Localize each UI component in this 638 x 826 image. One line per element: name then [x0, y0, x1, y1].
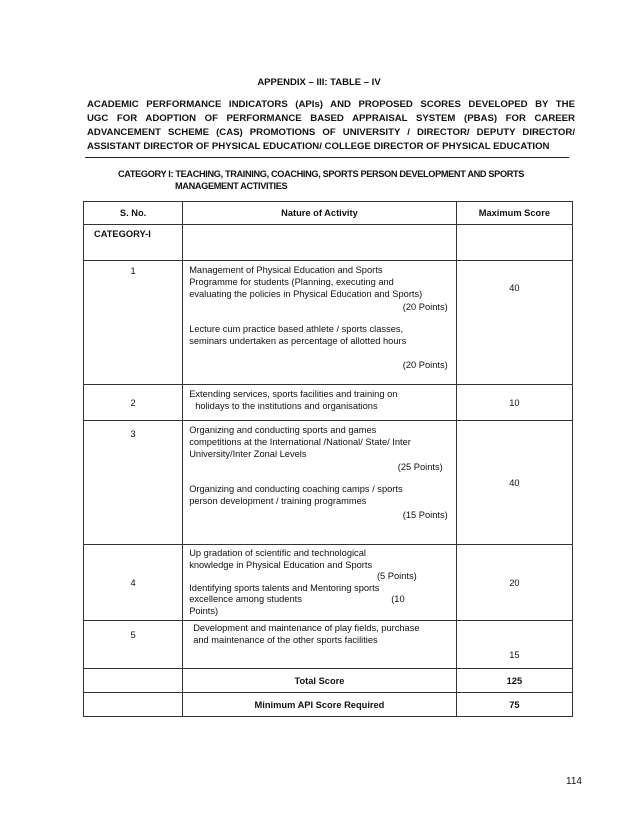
header-activity: Nature of Activity [183, 202, 457, 225]
activity-line: knowledge in Physical Education and Sports [189, 559, 373, 570]
activity-line: Identifying sports talents and Mentoring sports [189, 582, 380, 593]
points: (10 [391, 594, 405, 604]
row-activity [183, 261, 457, 385]
row-max-score: 40 [456, 421, 572, 545]
document-heading [87, 98, 575, 154]
activity-line: Organizing and conducting coaching camps / sports [189, 483, 403, 494]
appendix-title: APPENDIX – III: TABLE – IV [257, 77, 381, 88]
activity-line: University/Inter Zonal Levels [189, 449, 307, 460]
table-row [84, 261, 573, 385]
activity-line-wrap [189, 594, 451, 606]
category-heading-line2: MANAGEMENT ACTIVITIES [175, 181, 288, 191]
points: (20 Points) [402, 360, 448, 371]
row-sno: 3 [84, 421, 183, 545]
minimum-row [84, 693, 573, 717]
row-activity [183, 421, 457, 545]
empty-cell [84, 693, 183, 717]
activity-line: Extending services, sports facilities and training on [189, 389, 398, 399]
heading-underline [85, 157, 569, 158]
activity-line: and maintenance of the other sports facilities [193, 635, 378, 646]
category-label: CATEGORY-I [84, 225, 183, 261]
table-row [84, 385, 573, 421]
points: (5 Points) [376, 571, 417, 581]
table-header-row [84, 202, 573, 225]
header-max-score: Maximum Score [456, 202, 572, 225]
row-sno: 1 [84, 261, 183, 385]
activity-line: Lecture cum practice based athlete / sports classes, [189, 323, 404, 334]
row-max-score: 40 [456, 261, 572, 385]
heading-line: ACADEMIC PERFORMANCE INDICATORS (APIs) AND PROPOSED SCORES DEVELOPED BY THE [87, 99, 575, 110]
activity-line: person development / training programmes [189, 496, 367, 507]
activity-line: seminars undertaken as percentage of allotted hours [189, 336, 407, 347]
table-row [84, 621, 573, 669]
header-sno: S. No. [84, 202, 183, 225]
table-row [84, 545, 573, 621]
activity-line: holidays to the institutions and organisations [195, 401, 378, 412]
total-value: 125 [456, 669, 572, 693]
heading-line: UGC FOR ADOPTION OF PERFORMANCE BASED APPRAISAL SYSTEM (PBAS) FOR CAREER [87, 113, 575, 124]
points: (25 Points) [397, 461, 443, 472]
total-label: Total Score [183, 669, 457, 693]
row-activity [183, 545, 457, 621]
minimum-label: Minimum API Score Required [183, 693, 457, 717]
row-max-score: 10 [456, 385, 572, 421]
row-sno: 4 [84, 545, 183, 621]
heading-line: ASSISTANT DIRECTOR OF PHYSICAL EDUCATION/ COLLEGE DIRECTOR OF PHYSICAL EDUCATION [87, 141, 550, 152]
activity-line: Organizing and conducting sports and games [189, 425, 377, 435]
total-row [84, 669, 573, 693]
activity-line: excellence among students [189, 594, 302, 604]
row-sno: 5 [84, 621, 183, 669]
points: (20 Points) [402, 301, 448, 312]
category-heading-line1: CATEGORY I: TEACHING, TRAINING, COACHING, SPORTS PERSON DEVELOPMENT AND SPORTS [118, 169, 525, 179]
activity-line: Management of Physical Education and Sports [189, 265, 383, 275]
activity-line: evaluating the policies in Physical Education and Sports) [189, 289, 423, 300]
category-row [84, 225, 573, 261]
table-row [84, 421, 573, 545]
empty-cell [183, 225, 457, 261]
points: Points) [189, 605, 219, 616]
activity-line: Development and maintenance of play fields, purchase [193, 623, 420, 633]
row-max-score: 15 [456, 621, 572, 669]
activity-line: competitions at the International /National/ State/ Inter [189, 437, 411, 448]
heading-line: ADVANCEMENT SCHEME (CAS) PROMOTIONS OF UNIVERSITY / DIRECTOR/ DEPUTY DIRECTOR/ [87, 127, 575, 138]
activity-line: Programme for students (Planning, executing and [189, 277, 394, 288]
row-activity [183, 621, 457, 669]
minimum-value: 75 [456, 693, 572, 717]
empty-cell [84, 669, 183, 693]
row-activity [183, 385, 457, 421]
category-heading [118, 168, 588, 192]
row-max-score: 20 [456, 545, 572, 621]
api-score-table [83, 201, 573, 717]
points: (15 Points) [402, 510, 448, 521]
empty-cell [456, 225, 572, 261]
row-sno: 2 [84, 385, 183, 421]
activity-line: Up gradation of scientific and technological [189, 548, 366, 558]
page-number: 114 [566, 776, 582, 787]
